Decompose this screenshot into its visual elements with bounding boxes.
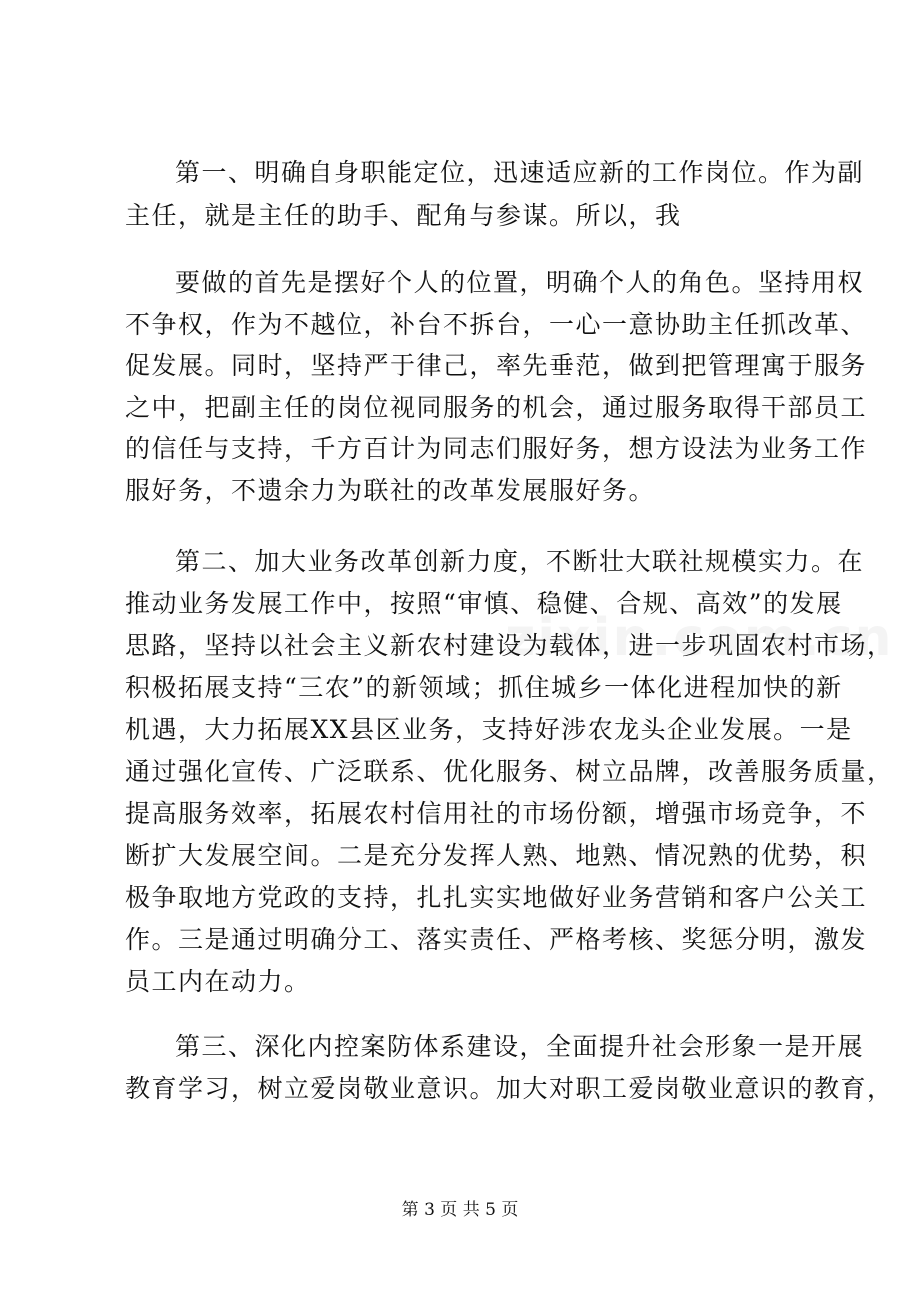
text-line: 推动业务发展工作中，按照“审慎、稳健、合规、高效”的发展 [125, 589, 843, 618]
text-line: 极争取地方党政的支持，扎扎实实地做好业务营销和客户公关工 [125, 883, 868, 912]
text-line: 第三、深化内控案防体系建设，全面提升社会形象一是开展 [175, 1032, 865, 1061]
text-line: 服好务，不遗余力为联社的改革发展服好务。 [125, 476, 656, 505]
text-line: 第一、明确自身职能定位，迅速适应新的工作岗位。作为副 [175, 158, 865, 187]
text-line: 思路，坚持以社会主义新农村建设为载体，进一步巩固农村市场， [125, 631, 894, 660]
text-line: 要做的首先是摆好个人的位置，明确个人的角色。坚持用权 [175, 268, 865, 297]
text-line: 之中，把副主任的岗位视同服务的机会，通过服务取得干部员工 [125, 393, 868, 422]
text-line: 通过强化宣传、广泛联系、优化服务、树立品牌，改善服务质量， [125, 757, 894, 786]
text-line: 断扩大发展空间。二是充分发挥人熟、地熟、情况熟的优势，积 [125, 841, 868, 870]
text-line: 第二、加大业务改革创新力度，不断壮大联社规模实力。在 [175, 547, 865, 576]
text-line: 提高服务效率，拓展农村信用社的市场份额，增强市场竞争，不 [125, 799, 868, 828]
text-line: 机遇，大力拓展XX县区业务，支持好涉农龙头企业发展。一是 [125, 715, 853, 744]
text-line: 的信任与支持，千方百计为同志们服好务，想方设法为业务工作 [125, 434, 868, 463]
text-line: 不争权，作为不越位，补台不拆台，一心一意协助主任抓改革、 [125, 310, 868, 339]
text-line: 教育学习，树立爱岗敬业意识。加大对职工爱岗敬业意识的教育， [125, 1074, 894, 1103]
text-line: 主任，就是主任的助手、配角与参谋。所以，我 [125, 201, 682, 230]
page-footer: 第 3 页 共 5 页 [401, 1200, 519, 1220]
text-line: 促发展。同时，坚持严于律己，率先垂范，做到把管理寓于服务 [125, 351, 868, 380]
text-line: 积极拓展支持“三农”的新领域；抓住城乡一体化进程加快的新 [125, 673, 843, 702]
text-line: 作。三是通过明确分工、落实责任、严格考核、奖惩分明，激发 [125, 925, 868, 954]
text-line: 员工内在动力。 [125, 967, 311, 996]
